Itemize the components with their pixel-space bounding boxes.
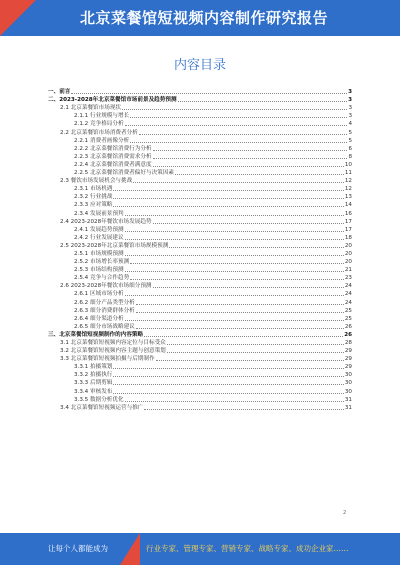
toc-entry-page: 12	[344, 186, 352, 193]
toc-leader-dots	[169, 247, 344, 248]
toc-leader-dots	[153, 287, 344, 288]
toc-entry-page: 26	[344, 331, 352, 338]
toc-entry-label: 3.4 北京菜餐馆短视频运营与推广	[60, 404, 144, 411]
toc-entry-label: 2.2.4 北京菜餐馆消费者满意度	[74, 161, 152, 168]
toc-entry-label: 2.3 餐饮市场发展机会与挑战	[60, 178, 133, 185]
toc-leader-dots	[113, 190, 343, 191]
toc-entry-page: 5	[348, 129, 352, 136]
toc-entry[interactable]	[48, 103, 352, 111]
toc-entry-page: 31	[344, 404, 352, 411]
toc-entry-label: 2.2 北京菜餐馆市场消费者分析	[60, 129, 138, 136]
toc-entry[interactable]	[48, 168, 352, 176]
toc-entry-page: 18	[344, 234, 352, 241]
toc-entry-label: 3.3.2 拍摄执行	[74, 372, 113, 379]
toc-leader-dots	[130, 279, 344, 280]
footer-bar	[0, 533, 400, 565]
toc-entry[interactable]	[48, 119, 352, 127]
toc-leader-dots	[153, 150, 348, 151]
toc-entry-label: 3.3.5 数据分析优化	[74, 396, 124, 403]
toc-entry-label: 2.2.3 北京菜餐馆消费需求分析	[74, 153, 152, 160]
toc-entry-page: 29	[344, 364, 352, 371]
toc-entry-page: 13	[344, 194, 352, 201]
toc-leader-dots	[113, 198, 343, 199]
toc-leader-dots	[167, 352, 344, 353]
toc-leader-dots	[167, 344, 344, 345]
toc-entry-page: 29	[344, 348, 352, 355]
toc-entry[interactable]	[48, 241, 352, 249]
toc-entry[interactable]	[48, 346, 352, 354]
toc-entry-page: 17	[344, 226, 352, 233]
toc-entry[interactable]	[48, 297, 352, 305]
toc-leader-dots	[113, 376, 343, 377]
toc-leader-dots	[125, 255, 344, 256]
page-number: 2	[343, 510, 347, 516]
toc-entry-label: 2.2.5 北京菜餐馆消费者偏好与决策因素	[74, 170, 174, 177]
toc-entry[interactable]	[48, 403, 352, 411]
toc-leader-dots	[130, 117, 347, 118]
toc-leader-dots	[125, 320, 344, 321]
toc-entry-page: 31	[344, 396, 352, 403]
toc-entry[interactable]	[48, 184, 352, 192]
toc-leader-dots	[125, 271, 344, 272]
toc-entry-label: 一、前言	[48, 89, 71, 96]
toc-leader-dots	[133, 182, 344, 183]
toc-entry-label: 2.6.5 细分市场战略建议	[74, 323, 135, 330]
table-of-contents	[48, 87, 352, 411]
toc-entry-label: 2.5 2023-2028年北京菜餐馆市场规模预测	[60, 242, 169, 249]
toc-entry-label: 3.3 北京菜餐馆短视频拍摄与后期制作	[60, 356, 155, 363]
toc-entry-page: 10	[344, 161, 352, 168]
toc-entry-label: 2.5.3 市场结构预测	[74, 267, 124, 274]
toc-leader-dots	[136, 328, 344, 329]
toc-heading: 内容目录	[173, 58, 226, 73]
toc-leader-dots	[144, 336, 343, 337]
toc-entry[interactable]	[48, 386, 352, 394]
toc-entry-label: 2.4 2023-2028年餐饮市场发展趋势	[60, 218, 152, 225]
toc-entry-label: 2.5.4 竞争与合作趋势	[74, 275, 130, 282]
toc-entry[interactable]	[48, 281, 352, 289]
toc-entry-label: 三、北京菜餐馆短视频制作的内容策略	[48, 331, 144, 338]
footer-slogan: 让每个人都能成为	[48, 544, 108, 553]
toc-entry-page: 20	[344, 250, 352, 257]
toc-entry-page: 21	[344, 267, 352, 274]
toc-entry-label: 3.3.3 后期剪辑	[74, 380, 113, 387]
toc-leader-dots	[113, 368, 343, 369]
header-accent-triangle	[0, 0, 36, 36]
toc-entry-label: 2.1.1 行业规模与增长	[74, 113, 130, 120]
toc-entry-label: 2.1.2 竞争格局分析	[74, 121, 124, 128]
toc-leader-dots	[125, 125, 348, 126]
toc-entry-page: 3	[348, 89, 352, 96]
toc-entry[interactable]	[48, 176, 352, 184]
toc-leader-dots	[130, 263, 344, 264]
toc-entry-label: 3.2 北京菜餐馆短视频内容主题与创意策划	[60, 348, 166, 355]
toc-entry-page: 6	[348, 145, 352, 152]
header-bar	[0, 0, 400, 36]
toc-entry[interactable]	[48, 330, 352, 338]
toc-leader-dots	[113, 393, 343, 394]
toc-entry[interactable]	[48, 362, 352, 370]
toc-entry-label: 2.6.4 细分渠道分析	[74, 315, 124, 322]
toc-entry[interactable]	[48, 225, 352, 233]
toc-entry-label: 2.2.1 消费者画像分析	[74, 137, 130, 144]
toc-entry-page: 29	[344, 356, 352, 363]
toc-entry[interactable]	[48, 208, 352, 216]
toc-leader-dots	[139, 134, 348, 135]
toc-entry-page: 25	[344, 307, 352, 314]
toc-entry-page: 3	[348, 105, 352, 112]
toc-entry-label: 2.3.2 行业挑战	[74, 194, 113, 201]
toc-leader-dots	[175, 174, 344, 175]
toc-entry-label: 2.3.3 应对策略	[74, 202, 113, 209]
toc-entry-page: 20	[344, 259, 352, 266]
toc-entry-label: 3.1 北京菜餐馆短视频内容定位与目标受众	[60, 340, 166, 346]
toc-entry[interactable]	[48, 95, 352, 103]
toc-leader-dots	[125, 295, 344, 296]
toc-entry-label: 2.6.3 细分消费群体分析	[74, 307, 135, 314]
toc-leader-dots	[125, 215, 344, 216]
toc-entry[interactable]	[48, 314, 352, 322]
toc-entry[interactable]	[48, 144, 352, 152]
toc-entry[interactable]	[48, 160, 352, 168]
toc-leader-dots	[122, 109, 347, 110]
toc-leader-dots	[125, 401, 344, 402]
toc-entry[interactable]	[48, 265, 352, 273]
toc-leader-dots	[153, 166, 344, 167]
toc-entry[interactable]	[48, 200, 352, 208]
toc-entry[interactable]	[48, 127, 352, 135]
toc-entry-label: 2.3.4 发展前景预判	[74, 210, 124, 217]
toc-entry-page: 8	[348, 153, 352, 160]
toc-leader-dots	[144, 409, 343, 410]
toc-entry-page: 16	[344, 210, 352, 217]
toc-leader-dots	[156, 360, 344, 361]
toc-entry-label: 3.3.1 拍摄策划	[74, 364, 113, 371]
toc-entry[interactable]	[48, 249, 352, 257]
toc-entry[interactable]	[48, 273, 352, 281]
toc-entry-label: 2.6.2 细分产品类型分析	[74, 299, 135, 306]
toc-entry[interactable]	[48, 338, 352, 346]
toc-entry-label: 2.2.2 北京菜餐馆消费行为分析	[74, 145, 152, 152]
toc-entry-page: 30	[344, 372, 352, 379]
toc-entry-label: 3.3.4 审核发布	[74, 388, 113, 395]
toc-leader-dots	[153, 158, 348, 159]
toc-entry-label: 二、2023-2028年北京菜餐馆市场前景及趋势预测	[48, 97, 177, 104]
toc-entry[interactable]	[48, 289, 352, 297]
toc-leader-dots	[153, 223, 344, 224]
toc-entry-page: 30	[344, 380, 352, 387]
toc-leader-dots	[130, 142, 347, 143]
toc-leader-dots	[125, 231, 344, 232]
toc-entry-page: 26	[344, 323, 352, 330]
toc-entry-page: 17	[344, 218, 352, 225]
toc-entry-page: 30	[344, 388, 352, 395]
toc-entry-page: 24	[344, 299, 352, 306]
toc-leader-dots	[125, 239, 344, 240]
toc-entry-page: 4	[348, 121, 352, 128]
toc-entry-page: 23	[344, 275, 352, 282]
toc-entry-page: 24	[344, 283, 352, 290]
toc-leader-dots	[113, 384, 343, 385]
toc-entry-label: 2.5.2 市场增长率预测	[74, 259, 130, 266]
toc-entry-label: 2.4.1 发展趋势预测	[74, 226, 124, 233]
toc-entry[interactable]	[48, 395, 352, 403]
footer-accent-triangle	[120, 533, 140, 565]
toc-entry-page: 14	[344, 202, 352, 209]
toc-entry[interactable]	[48, 217, 352, 225]
toc-entry[interactable]	[48, 354, 352, 362]
toc-entry[interactable]	[48, 370, 352, 378]
toc-entry[interactable]	[48, 192, 352, 200]
toc-leader-dots	[71, 93, 347, 94]
toc-entry-label: 2.6.1 区域市场分析	[74, 291, 124, 298]
report-title: 北京菜餐馆短视频内容制作研究报告	[80, 9, 329, 27]
toc-entry-label: 2.6 2023-2028年餐饮市场细分预测	[60, 283, 152, 290]
toc-entry[interactable]	[48, 111, 352, 119]
toc-leader-dots	[113, 206, 343, 207]
toc-entry[interactable]	[48, 152, 352, 160]
toc-entry[interactable]	[48, 306, 352, 314]
toc-entry-label: 2.1 北京菜餐馆市场现状	[60, 105, 122, 112]
toc-entry-page: 28	[344, 340, 352, 346]
toc-entry-page: 24	[344, 291, 352, 298]
toc-entry[interactable]	[48, 322, 352, 330]
toc-entry-page: 12	[344, 178, 352, 185]
toc-entry-page: 25	[344, 315, 352, 322]
toc-entry-label: 2.4.2 行业发展建议	[74, 234, 124, 241]
toc-entry[interactable]	[48, 378, 352, 386]
toc-entry-label: 2.3.1 市场机遇	[74, 186, 113, 193]
toc-entry[interactable]	[48, 257, 352, 265]
toc-entry-page: 3	[348, 97, 352, 104]
toc-entry-page: 3	[348, 113, 352, 120]
toc-entry-page: 20	[344, 242, 352, 249]
toc-entry[interactable]	[48, 87, 352, 95]
toc-entry[interactable]	[48, 233, 352, 241]
toc-leader-dots	[136, 304, 344, 305]
toc-entry-page: 5	[348, 137, 352, 144]
toc-leader-dots	[178, 101, 348, 102]
toc-entry-page: 11	[344, 170, 352, 177]
footer-roles: 行业专家、管理专家、营销专家、战略专家、成功企业家……	[146, 544, 349, 553]
toc-entry[interactable]	[48, 136, 352, 144]
toc-leader-dots	[136, 312, 344, 313]
toc-entry-label: 2.5.1 市场规模预测	[74, 250, 124, 257]
